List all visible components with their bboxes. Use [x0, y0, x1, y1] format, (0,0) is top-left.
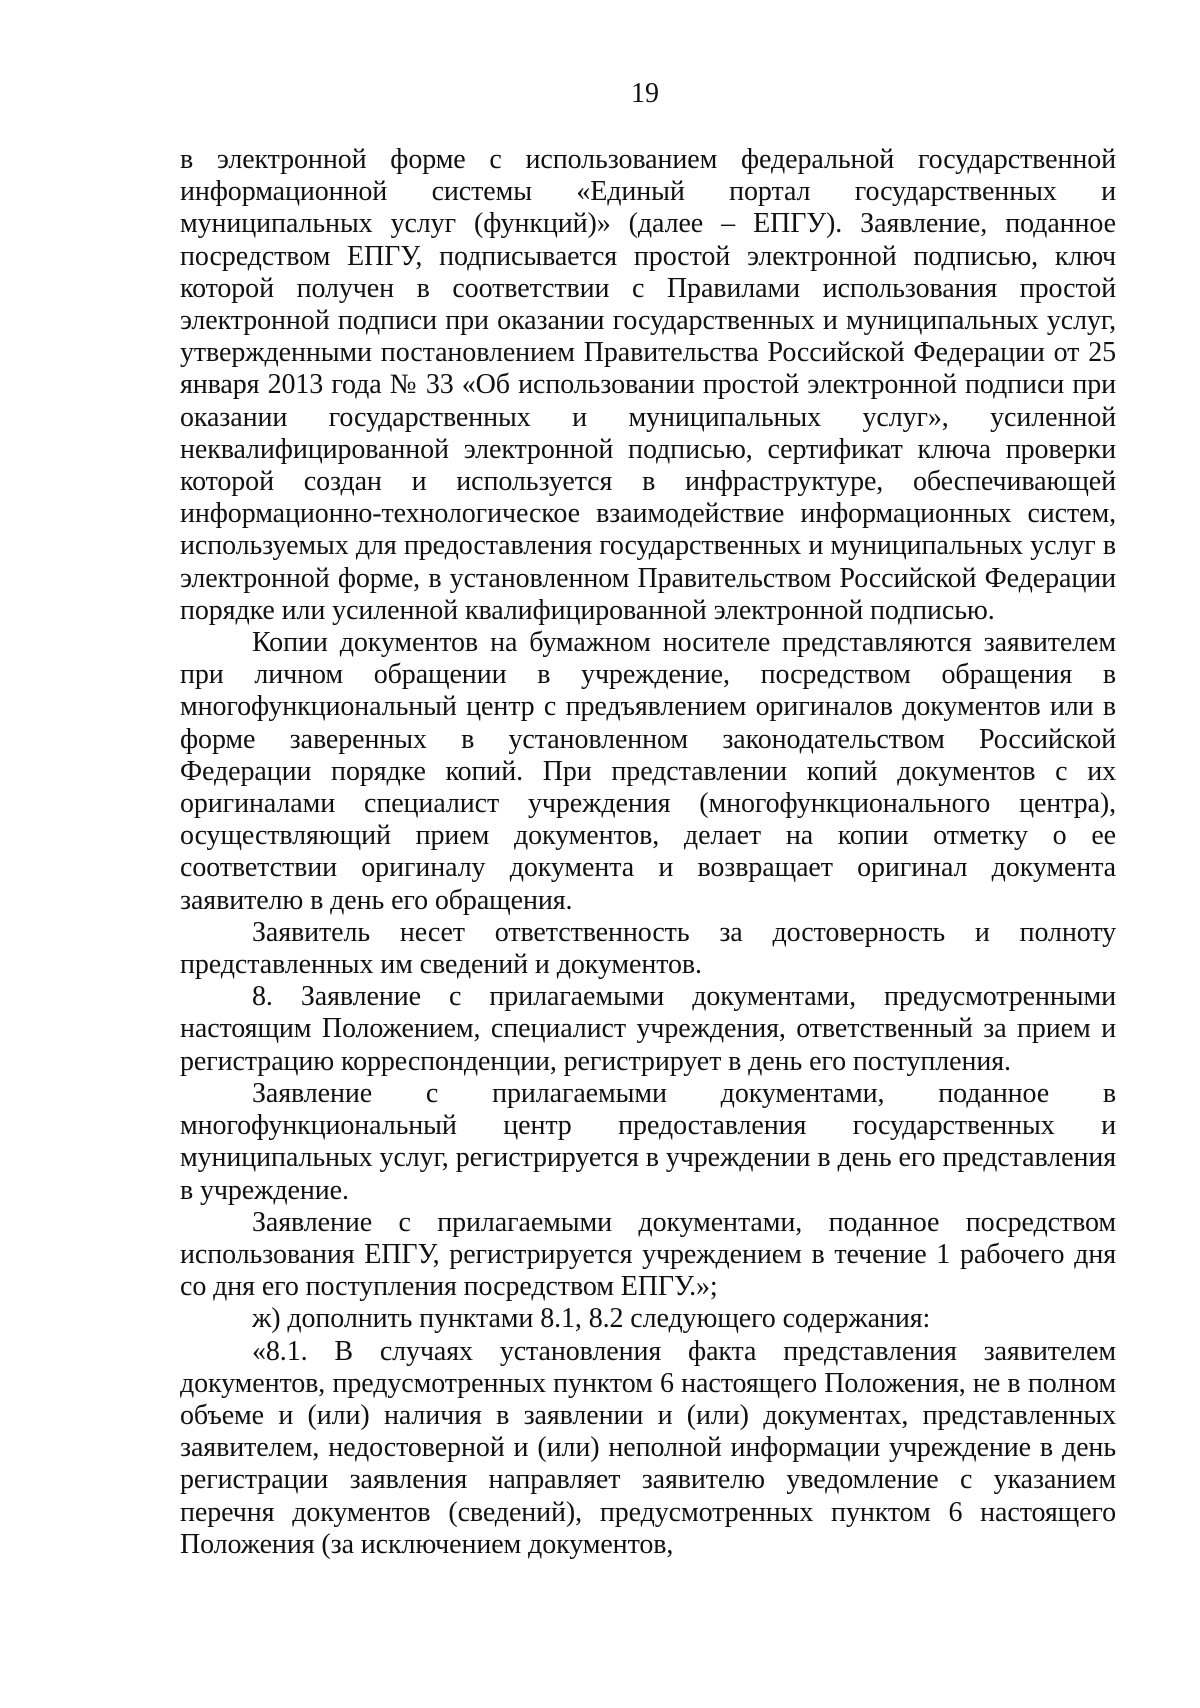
paragraph-8: «8.1. В случаях установления факта представления заявителем документов, предусмотренных пунктом 6 настоящего Положения, не в полном объеме и (или) наличия в заявлении и (или) документах, представленных заявителем, недостоверной и (или) неполной информации учреждение в день регистрации заявления направляет заявителю уведомление с указанием перечня документов (сведений), предусмотренных пунктом 6 настоящего Положения (за исключением документов, [180, 1335, 1116, 1560]
paragraph-1: в электронной форме с использованием федеральной государственной информационной системы «Единый портал государственных и муниципальных услуг (функций)» (далее – ЕПГУ). Заявление, поданное посредством ЕПГУ, подписывается простой электронной подписью, ключ которой получен в соответствии с Правилами использования простой электронной подписи при оказании государственных и муниципальных услуг, утвержденными постановлением Правительства Российской Федерации от 25 января 2013 года № 33 «Об использовании простой электронной подписи при оказании государственных и муниципальных услуг», усиленной неквалифицированной электронной подписью, сертификат ключа проверки которой создан и используется в инфраструктуре, обеспечивающей информационно-технологическое взаимодействие информационных систем, используемых для предоставления государственных и муниципальных услуг в электронной форме, в установленном Правительством Российской Федерации порядке или усиленной квалифицированной электронной подписью. [180, 144, 1116, 626]
paragraph-6: Заявление с прилагаемыми документами, поданное посредством использования ЕПГУ, регистрируется учреждением в течение 1 рабочего дня со дня его поступления посредством ЕПГУ.»; [180, 1206, 1116, 1303]
paragraph-3: Заявитель несет ответственность за достоверность и полноту представленных им сведений и документов. [180, 916, 1116, 981]
page-number: 19 [631, 78, 659, 109]
paragraph-4: 8. Заявление с прилагаемыми документами, предусмотренными настоящим Положением, специалист учреждения, ответственный за прием и регистрацию корреспонденции, регистрирует в день его поступления. [180, 981, 1116, 1077]
paragraph-2: Копии документов на бумажном носителе представляются заявителем при личном обращении в учреждение, посредством обращения в многофункциональный центр с предъявлением оригиналов документов или в форме заверенных в установленном законодательством Российской Федерации порядке копий. При представлении копий документов с их оригиналами специалист учреждения (многофункционального центра), осуществляющий прием документов, делает на копии отметку о ее соответствии оригиналу документа и возвращает оригинал документа заявителю в день его обращения. [180, 627, 1116, 916]
document-body [180, 144, 1116, 1561]
paragraph-5: Заявление с прилагаемыми документами, поданное в многофункциональный центр предоставления государственных и муниципальных услуг, регистрируется в учреждении в день его представления в учреждение. [180, 1077, 1116, 1206]
paragraph-7: ж) дополнить пунктами 8.1, 8.2 следующего содержания: [252, 1303, 931, 1335]
